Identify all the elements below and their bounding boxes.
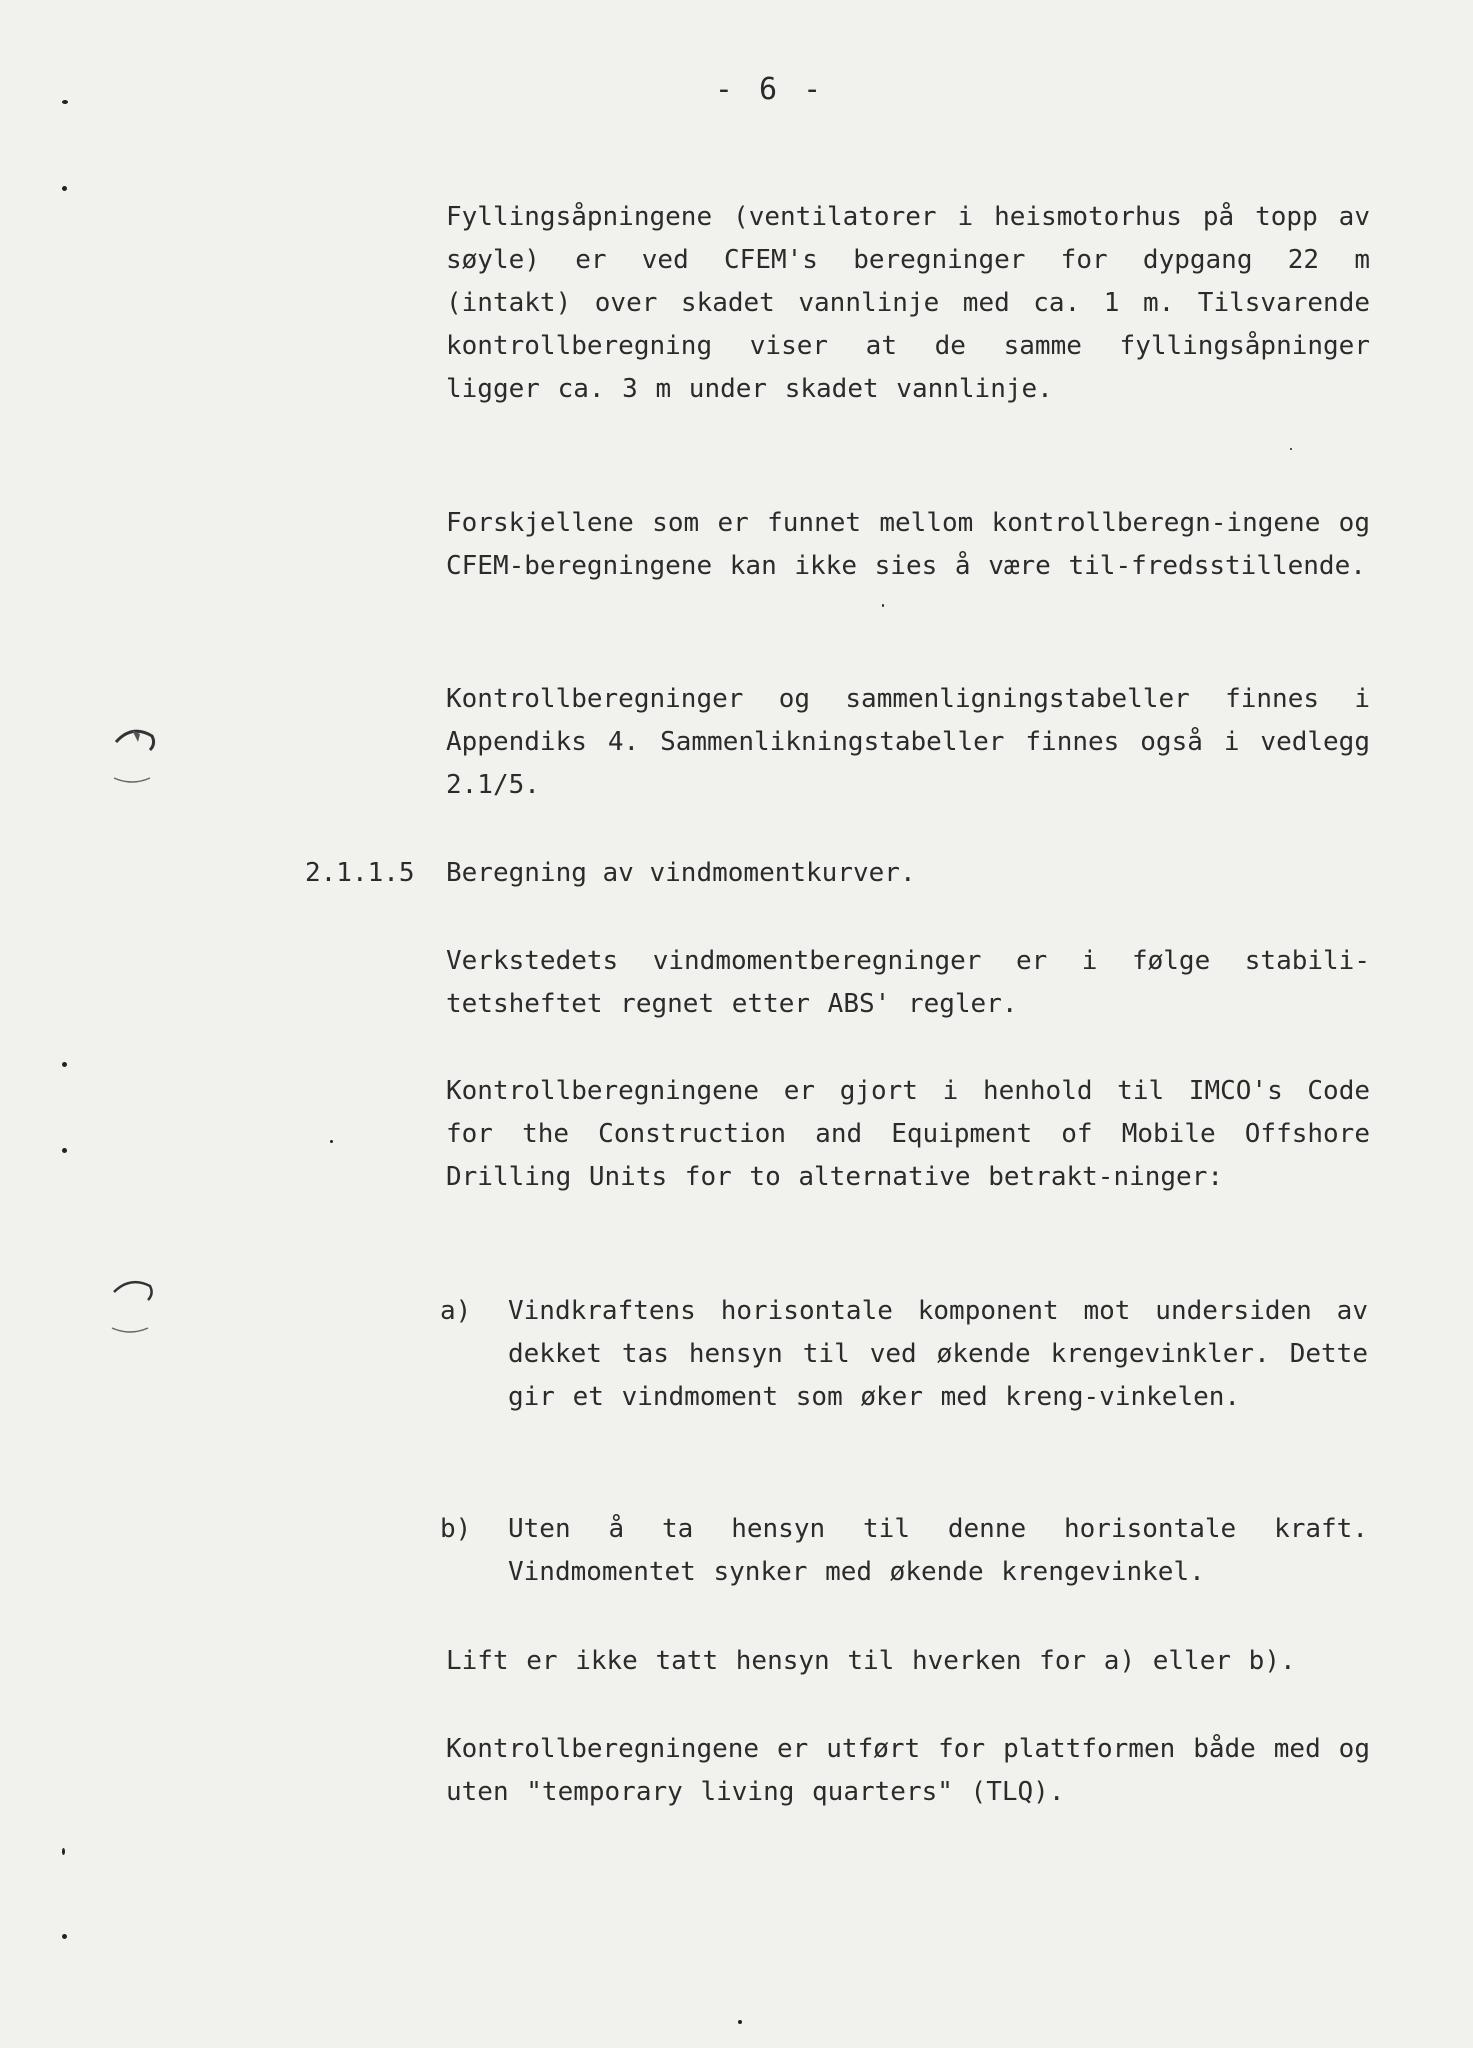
margin-speck <box>62 100 68 104</box>
paragraph-yard-calculations: Verkstedets vindmomentberegninger er i følge stabili-tetsheftet regnet etter ABS' regler. <box>446 946 1370 1019</box>
margin-speck <box>882 604 884 607</box>
margin-speck <box>1290 448 1292 450</box>
page-number: - 6 - <box>714 72 826 107</box>
paragraph-appendix-reference: Kontrollberegninger og sammenligningstabeller finnes i Appendiks 4. Sammenlikningstabeller finnes også i vedlegg 2.1/5. <box>446 684 1370 800</box>
paragraph-filling-openings: Fyllingsåpningene (ventilatorer i heismotorhus på topp av søyle) er ved CFEM's beregninger for dypgang 22 m (intakt) over skadet vannlinje med ca. 1 m. Tilsvarende kontrollberegning viser at de samme fyllingsåpninger ligger ca. 3 m under skadet vannlinje. <box>446 202 1370 404</box>
section-number: 2.1.1.5 <box>305 858 415 888</box>
margin-speck <box>62 1062 67 1067</box>
paragraph-differences: Forskjellene som er funnet mellom kontrollberegn-ingene og CFEM-beregningene kan ikke sies å være til-fredsstillende. <box>446 508 1370 581</box>
margin-speck <box>738 2020 742 2024</box>
paragraph-lift: Lift er ikke tatt hensyn til hverken for a) eller b). <box>446 1646 1296 1676</box>
list-item: Vindkraftens horisontale komponent mot undersiden av dekket tas hensyn til ved økende krengevinkler. Dette gir et vindmoment som øker med kreng-vinkelen. <box>508 1296 1368 1412</box>
margin-speck <box>62 186 67 191</box>
list-item: Uten å ta hensyn til denne horisontale kraft. Vindmomentet synker med økende krengevinkel. <box>508 1514 1368 1587</box>
margin-speck <box>62 1934 67 1939</box>
margin-speck <box>330 1140 333 1143</box>
punch-hole-icon <box>108 1270 158 1340</box>
paragraph-tlq: Kontrollberegningene er utført for plattformen både med og uten "temporary living quarters" (TLQ). <box>446 1734 1370 1807</box>
paragraph-control-calculations: Kontrollberegningene er gjort i henhold til IMCO's Code for the Construction and Equipment of Mobile Offshore Drilling Units for to alternative betrakt-ninger: <box>446 1076 1370 1192</box>
section-title: Beregning av vindmomentkurver. <box>446 858 916 888</box>
punch-hole-icon <box>110 720 160 790</box>
margin-speck <box>62 1148 67 1153</box>
list-item-marker: a) <box>440 1296 472 1326</box>
margin-speck <box>62 1848 65 1855</box>
list-item-marker: b) <box>440 1514 472 1544</box>
